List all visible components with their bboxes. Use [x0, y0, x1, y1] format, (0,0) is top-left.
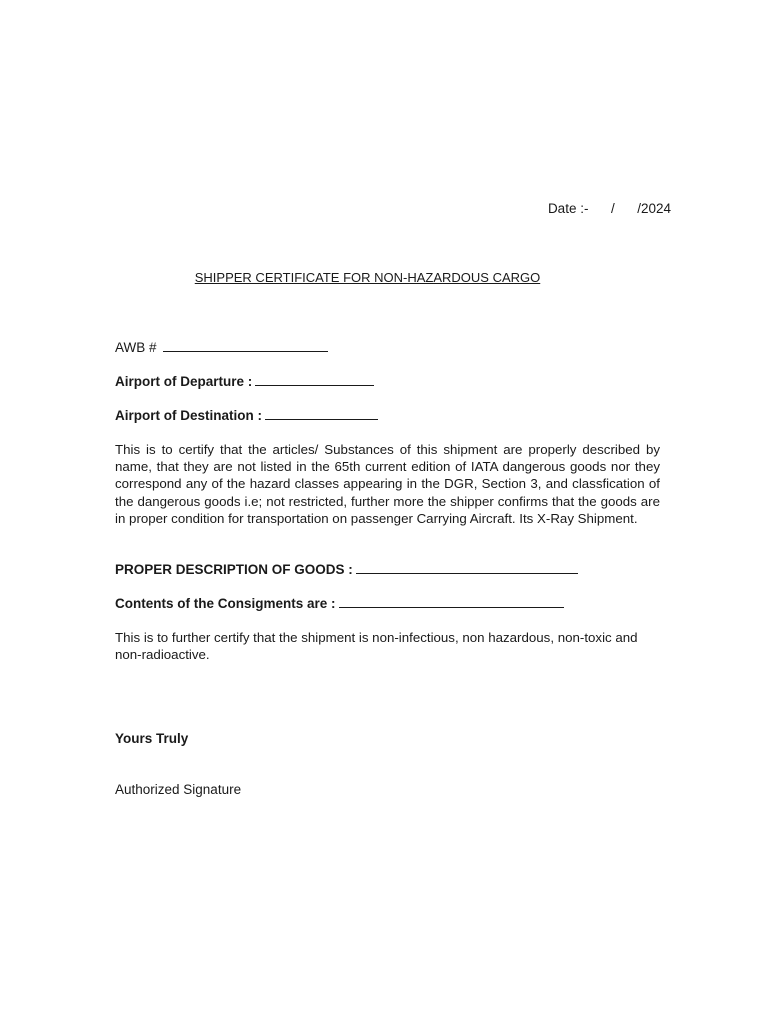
departure-blank-line[interactable]: [255, 372, 374, 386]
destination-label: Airport of Destination :: [115, 408, 262, 423]
awb-blank-line[interactable]: [163, 338, 328, 352]
consignment-contents-field: [115, 594, 564, 611]
certification-paragraph: This is to certify that the articles/ Substances of this shipment are properly described by name, that they are not listed in the 65th current edition of IATA dangerous goods nor they correspond any of the hazard classes appearing in the DGR, Section 3, and classfication of the dangerous goods i.e; not restricted, further more the shipper confirms that the goods are in proper condition for transportation on passenger Carrying Aircraft. Its X-Ray Shipment.: [115, 442, 660, 526]
departure-label: Airport of Departure :: [115, 374, 253, 389]
goods-description-blank-line[interactable]: [356, 560, 578, 574]
consignment-contents-blank-line[interactable]: [339, 594, 564, 608]
consignment-contents-label: Contents of the Consigments are :: [115, 596, 336, 611]
authorized-signature-label: Authorized Signature: [115, 782, 242, 797]
awb-field: [115, 338, 328, 355]
date-line: Date :- / /2024: [547, 201, 671, 216]
destination-blank-line[interactable]: [265, 406, 378, 420]
document-title: SHIPPER CERTIFICATE FOR NON-HAZARDOUS CARGO: [194, 270, 541, 285]
goods-description-field: [115, 560, 578, 577]
awb-label: AWB #: [115, 340, 157, 355]
destination-field: [115, 406, 378, 423]
goods-description-label: PROPER DESCRIPTION OF GOODS :: [115, 562, 353, 577]
departure-field: [115, 372, 374, 389]
closing-salutation: Yours Truly: [115, 731, 189, 746]
further-certification-paragraph: This is to further certify that the shipment is non-infectious, non hazardous, non-toxic and non-radioactive.: [115, 630, 638, 663]
